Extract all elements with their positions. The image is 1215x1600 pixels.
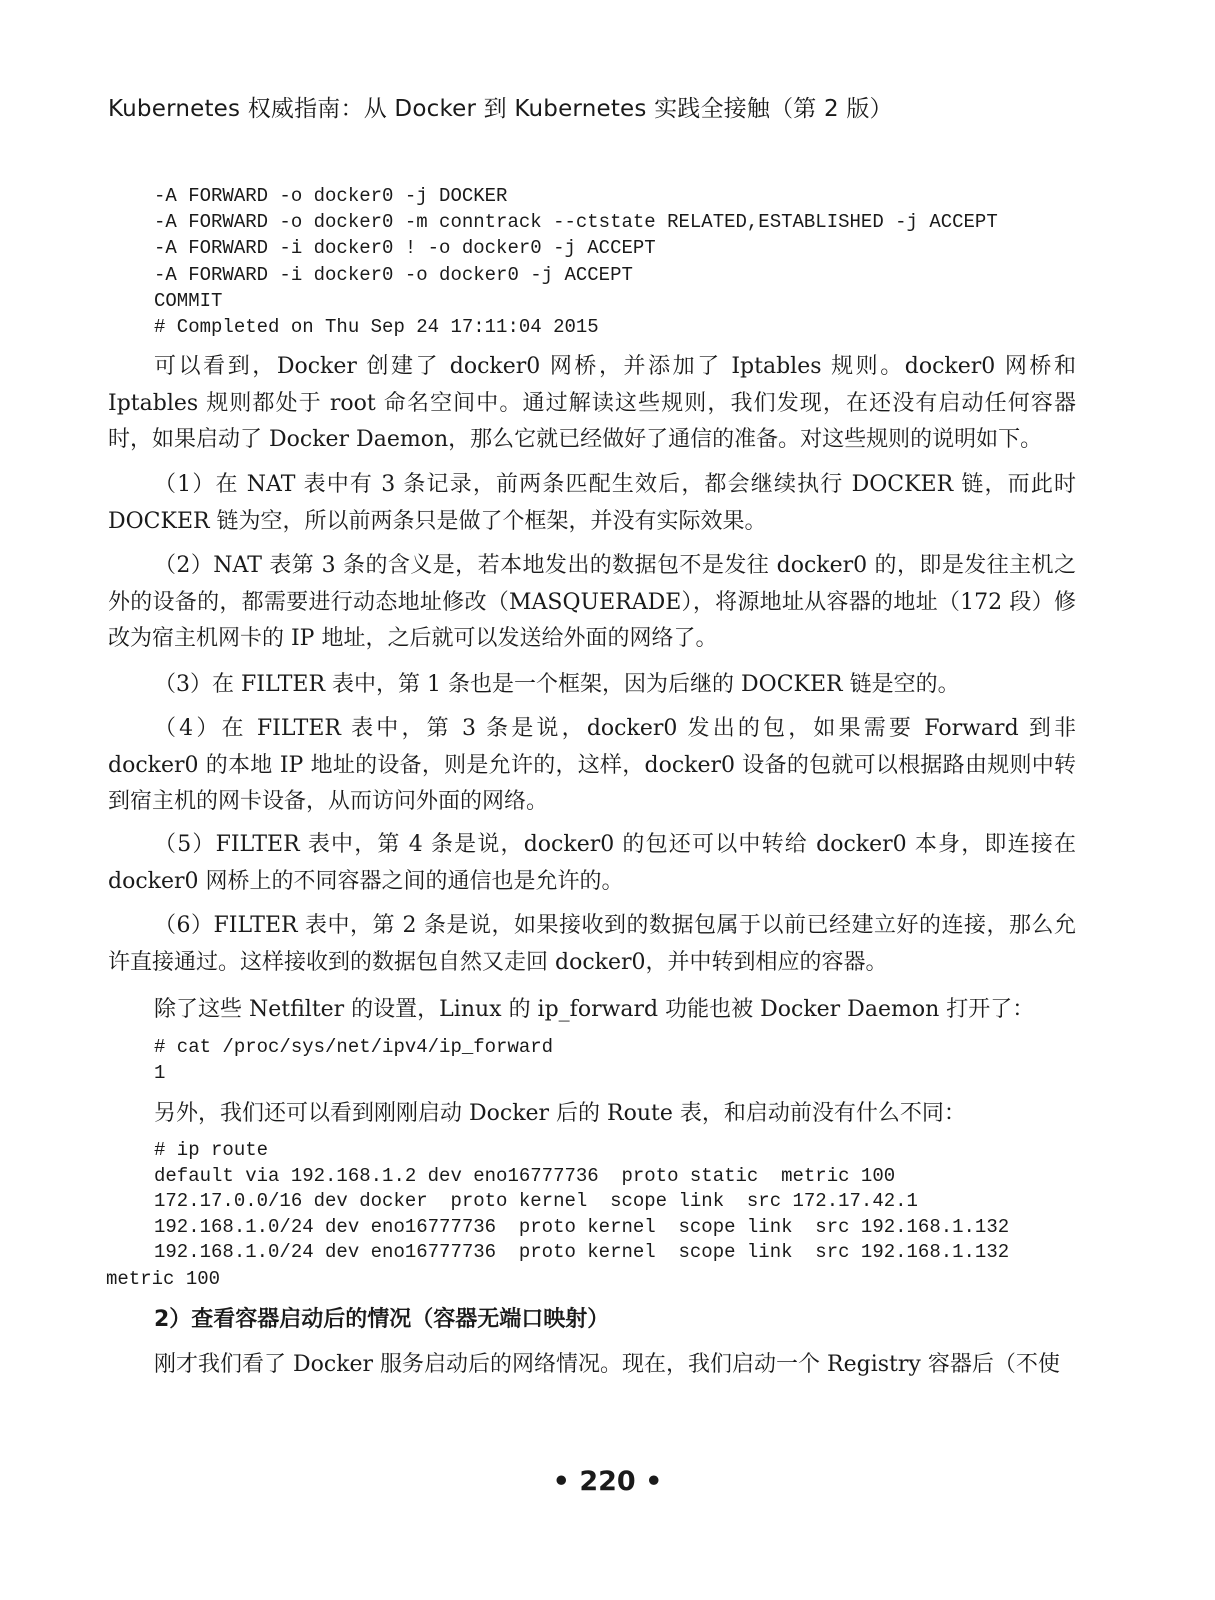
ip-route-code-wrap: metric 100 bbox=[106, 1268, 221, 1290]
paragraph-rule-4: （4）在 FILTER 表中，第 3 条是说，docker0 发出的包，如果需要 Forward 到非 docker0 的本地 IP 地址的设备，则是允许的，这样，docker0 设备的包就可以根据路由规则中转到宿主机的网卡设备，从而访问外面的网络。 bbox=[108, 716, 1076, 814]
paragraph-rule-3: （3）在 FILTER 表中，第 1 条也是一个框架，因为后继的 DOCKER 链是空的。 bbox=[154, 672, 960, 697]
paragraph-rule-1: （1）在 NAT 表中有 3 条记录，前两条匹配生效后，都会继续执行 DOCKER 链，而此时 DOCKER 链为空，所以前两条只是做了个框架，并没有实际效果。 bbox=[108, 472, 1076, 534]
paragraph-registry: 刚才我们看了 Docker 服务启动后的网络情况。现在，我们启动一个 Registry 容器后（不使 bbox=[154, 1352, 1060, 1377]
paragraph-ip-forward: 除了这些 Netfilter 的设置，Linux 的 ip_forward 功能也被 Docker Daemon 打开了： bbox=[154, 997, 1035, 1022]
ip-route-code-block: # ip route default via 192.168.1.2 dev eno16777736 proto static metric 100 172.17.0.0/16 dev docker proto kernel scope link src 172.17.42.1 192.168.1.0/24 dev eno16777736 proto kernel scope link src 192.168.1.132 192.168.1.0/24 dev eno16777736 proto kernel scope link src 192.168.1.132 bbox=[154, 1139, 1010, 1263]
paragraph-rule-5: （5）FILTER 表中，第 4 条是说，docker0 的包还可以中转给 docker0 本身，即连接在 docker0 网桥上的不同容器之间的通信也是允许的。 bbox=[108, 832, 1076, 894]
page-number: • 220 • bbox=[552, 1466, 663, 1497]
paragraph-rule-6: （6）FILTER 表中，第 2 条是说，如果接收到的数据包属于以前已经建立好的连接，那么允许直接通过。这样接收到的数据包自然又走回 docker0，并中转到相应的容器。 bbox=[108, 913, 1076, 975]
section-subheading: 2）查看容器启动后的情况（容器无端口映射） bbox=[154, 1307, 610, 1332]
paragraph-route-intro: 另外，我们还可以看到刚刚启动 Docker 后的 Route 表，和启动前没有什么不同： bbox=[154, 1101, 966, 1126]
paragraph-intro: 可以看到，Docker 创建了 docker0 网桥，并添加了 Iptables 规则。docker0 网桥和 Iptables 规则都处于 root 命名空间中。通过解读这些规则，我们发现，在还没有启动任何容器时，如果启动了 Docker Daemon，那么它就已经做好了通信的准备。对这些规则的说明如下。 bbox=[108, 354, 1076, 452]
iptables-code-block: -A FORWARD -o docker0 -j DOCKER -A FORWARD -o docker0 -m conntrack --ctstate RELATED,ESTABLISHED -j ACCEPT -A FORWARD -i docker0 ! -o docker0 -j ACCEPT -A FORWARD -i docker0 -o docker0 -j ACCEPT COMMIT # Completed on Thu Sep 24 17:11:04 2015 bbox=[154, 185, 998, 339]
running-header: Kubernetes 权威指南：从 Docker 到 Kubernetes 实践全接触（第 2 版） bbox=[108, 96, 893, 122]
paragraph-rule-2: （2）NAT 表第 3 条的含义是，若本地发出的数据包不是发往 docker0 的，即是发往主机之外的设备的，都需要进行动态地址修改（MASQUERADE），将源地址从容器的地址（172 段）修改为宿主机网卡的 IP 地址，之后就可以发送给外面的网络了。 bbox=[108, 553, 1076, 651]
ip-forward-code-block: # cat /proc/sys/net/ipv4/ip_forward 1 bbox=[154, 1036, 554, 1085]
